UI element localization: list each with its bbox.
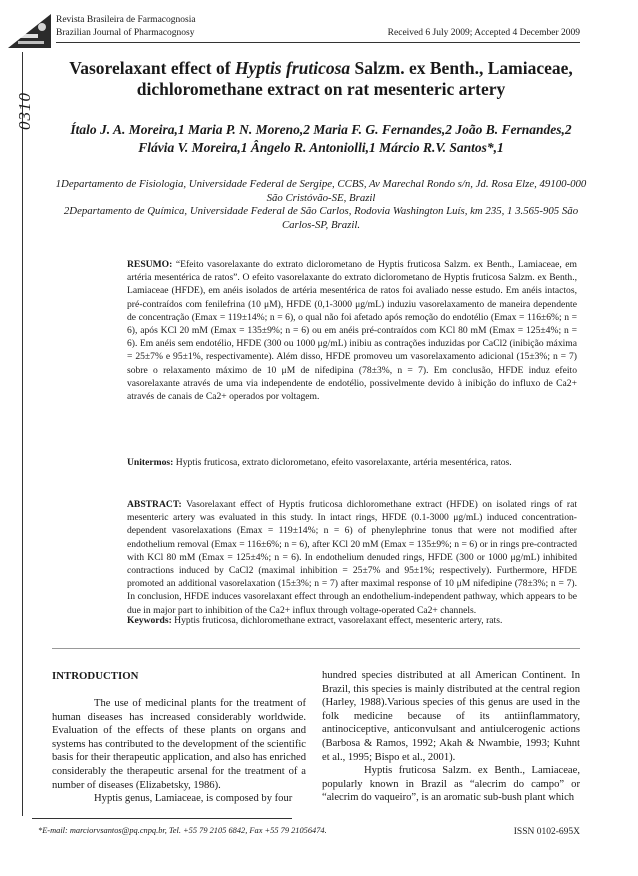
authors — [52, 121, 590, 156]
resumo-text: “Efeito vasorelaxante do extrato diclorometano de Hyptis fruticosa Salzm. ex Benth., Lamiaceae, em artéria mesentérica de ratos”. O efeito vasorelaxante do extrato diclorometano de Hyptis fruticosa Salzm. ex Benth., Lamiaceae (HFDE), em anéis isolados de artéria mesentérica de ratos foi avaliado nesse estudo. Em anéis intactos, pré-contraídos com fenilefrina (10 μM), HFDE (0,1-3000 μg/mL) induziu vasorelaxamento de maneira dependente de concentração (Emax = 119±14%; n = 6), o qual não foi afetado após remoção do endotélio (Emax = 116±6%; n = 6), após KCl 20 mM (Emax = 135±9%; n = 6) ou em anéis pré-contraídos com KCl 80 mM (Emax = 125±4%; n = 6). Em anéis sem endotélio, HFDE (300 ou 1000 μg/mL) inibiu as contrações induzidas por CaCl2 (inibição máxima = 25±7% e 95±1%, respectivamente). Além disso, HFDE promoveu um vasorelaxamento adicional (15±3%; n = 7) sobre o relaxamento máximo de 10 μM de nifedipina (78±3%, n = 7). Em conclusão, HFDE induz efeito vasorelaxante através de uma via independente de endotélio, possivelmente devido à inibição do influxo de Ca2+ através de canais de Ca2+ operados por voltagem. — [127, 259, 577, 403]
journal-logo — [8, 14, 51, 48]
unitermos-block — [127, 456, 577, 469]
unitermos-label: Unitermos: — [127, 457, 174, 468]
title-species-name: Hyptis fruticosa — [234, 58, 351, 78]
corresponding-author-footnote: *E-mail: marciorvsantos@pq.cnpq.br, Tel. +55 79 2105 6842, Fax +55 79 21056474. — [38, 826, 327, 835]
abstract-block — [127, 498, 577, 617]
keywords-block — [127, 614, 577, 627]
affiliation-1: 1Departamento de Fisiologia, Universidade Federal de Sergipe, CCBS, Av Marechal Rondo s/n, Jd. Rosa Elze, 49100-000 São Cristóvão-SE, Brazil — [55, 178, 587, 204]
intro-left-paragraph-2: Hyptis genus, Lamiaceae, is composed by four — [94, 793, 293, 804]
margin-vertical-line — [22, 52, 23, 816]
resumo-block — [127, 258, 577, 403]
header-rule — [56, 42, 580, 43]
journal-name-en: Brazilian Journal of Pharmacognosy — [56, 28, 195, 38]
article-title: Vasorelaxant effect of Hyptis fruticosa Salzm. ex Benth., Lamiaceae, dichloromethane extract on rat mesenteric artery — [69, 58, 573, 99]
issn: ISSN 0102-695X — [513, 827, 580, 837]
journal-name-pt: Revista Brasileira de Farmacognosia — [56, 15, 196, 25]
keywords-label: Keywords: — [127, 615, 172, 626]
received-accepted-dates: Received 6 July 2009; Accepted 4 December 2009 — [387, 28, 580, 38]
resumo-label: RESUMO: — [127, 259, 173, 270]
authors-line-2: Flávia V. Moreira,1 Ângelo R. Antoniolli,1 Márcio R.V. Santos*,1 — [138, 139, 504, 155]
introduction-heading: INTRODUCTION — [52, 670, 139, 682]
authors-line-1: Ítalo J. A. Moreira,1 Maria P. N. Moreno,2 Maria F. G. Fernandes,2 João B. Fernandes,2 — [70, 122, 572, 137]
page-number: 0310 — [15, 92, 34, 130]
affiliations — [52, 178, 590, 232]
keywords-text: Hyptis fruticosa, dichloromethane extract, vasorelaxant effect, mesenteric artery, rats. — [174, 615, 503, 626]
section-divider — [52, 648, 580, 649]
affiliation-2: 2Departamento de Química, Universidade Federal de São Carlos, Rodovia Washington Luís, km 235, 1 3.565-905 São Carlos-SP, Brazil. — [63, 205, 579, 231]
unitermos-text: Hyptis fruticosa, extrato diclorometano, efeito vasorelaxante, artéria mesentérica, ratos. — [175, 457, 512, 468]
abstract-text: Vasorelaxant effect of Hyptis fruticosa dichloromethane extract (HFDE) on isolated rings of rat mesenteric artery was evaluated in this study. In intact rings, HFDE (0.1-3000 μg/mL) induced concentration-dependent vasorelaxations (Emax = 119±14%; n = 6) of phenylephrine tonus that were not modified after endothelium removal (Emax = 116±6%; n = 6), after KCl 20 mM (Emax = 135±9%; n = 6) or in rings pre-contracted with KCl 80 mM (Emax = 125±4%; n = 6). In endothelium denuded rings, HFDE (300 or 1000 μg/mL) inhibited contractions induced by CaCl2 (maximal inhibition = 25±7% and 95±1%; respectively). Furthermore, HFDE promoted an additional vasorelaxation (15±3%; n = 7) after maximal response of 10 μM nifedipine (78±3%; n = 7). In conclusion, HFDE induces vasorelaxant effect through an endothelium-independent pathway, which appears to be due in major part to inhibition of the Ca2+ influx through voltage-operated Ca2+ channels. — [127, 499, 577, 616]
footnote-rule — [32, 818, 292, 819]
intro-right-paragraph-1: hundred species distributed at all American Continent. In Brazil, this species is mainly distributed at the central region (Harley, 1988).Various species of this genus are used in the folk medicine because of its antiinflammatory, antinociceptive, anticonvulsant and antiulcerogenic actions (Barbosa & Ramos, 1992; Akah & Nwambie, 1993; Kuhnt et al., 1995; Bispo et al., 2001). — [322, 670, 580, 763]
abstract-label: ABSTRACT: — [127, 499, 182, 510]
intro-left-paragraph-1: The use of medicinal plants for the treatment of human diseases has increased considerably worldwide. Evaluation of the effects of these plants on organs and systems has contributed to the development of the scientific basis for their therapeutic application, and also has enriched considerably the therapeutic arsenal for the treatment of a number of diseases (Elizabetsky, 1986). — [52, 698, 306, 791]
intro-right-paragraph-2: Hyptis fruticosa Salzm. ex Benth., Lamiaceae, popularly known in Brazil as “alecrim do campo” or “alecrim do vaqueiro”, is an aromatic sub-bush plant which — [322, 765, 580, 804]
